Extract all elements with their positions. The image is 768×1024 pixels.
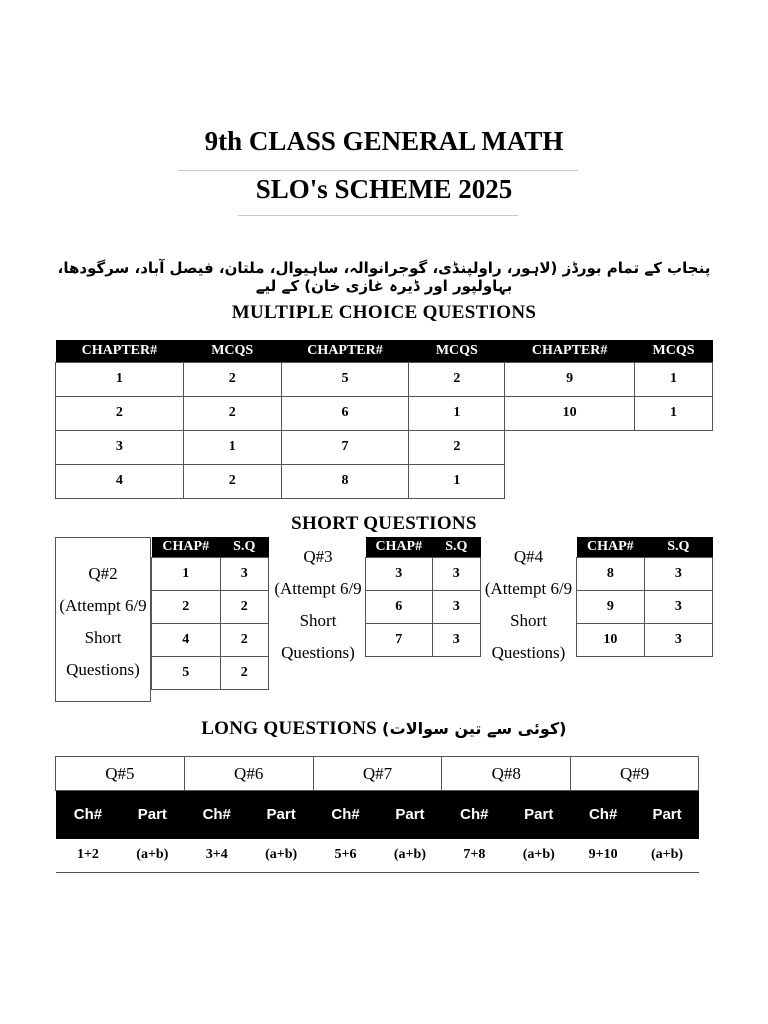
- table-row: [577, 623, 713, 656]
- table-row: [56, 430, 713, 464]
- q3-table: [365, 537, 481, 657]
- lq-question-label: Q#5: [56, 757, 185, 791]
- sq-header-row: [577, 537, 713, 557]
- mcq-col-chapter: CHAPTER#: [56, 340, 184, 362]
- mcq-chapter-cell: 7: [281, 430, 409, 464]
- sq-count-cell: 3: [432, 590, 480, 623]
- q3-label-cell: [271, 537, 365, 669]
- lq-col-part: Part: [636, 791, 699, 839]
- sq-chapter-cell: 4: [152, 623, 221, 656]
- q4-label: Q#4: [513, 547, 544, 566]
- mcq-chapter-cell: 8: [281, 464, 409, 498]
- page-subtitle: SLO's SCHEME 2025: [255, 174, 513, 204]
- sq-col-sq: S.Q: [644, 537, 712, 557]
- long-questions-table: [55, 756, 699, 873]
- sq-count-cell: 2: [220, 590, 268, 623]
- empty-cell: [505, 464, 635, 498]
- sq-chapter-cell: 3: [366, 557, 433, 590]
- lq-question-label: Q#9: [571, 757, 699, 791]
- q3-label: Q#3: [303, 547, 333, 566]
- sq-count-cell: 3: [644, 623, 712, 656]
- sq-chapter-cell: 5: [152, 656, 221, 689]
- table-row: [56, 839, 699, 873]
- sq-col-chap: CHAP#: [152, 537, 221, 557]
- table-row: [366, 557, 481, 590]
- mcq-count-cell: 2: [183, 464, 281, 498]
- lq-col-part: Part: [120, 791, 184, 839]
- mcq-col-chapter: CHAPTER#: [505, 340, 635, 362]
- mcq-col-mcqs: MCQS: [635, 340, 713, 362]
- sq-chapter-cell: 1: [152, 557, 221, 590]
- sq-count-cell: 3: [644, 557, 712, 590]
- table-row: [56, 396, 713, 430]
- mcq-chapter-cell: 6: [281, 396, 409, 430]
- mcq-count-cell: 2: [409, 430, 505, 464]
- sq-col-chap: CHAP#: [577, 537, 645, 557]
- q2-label-cell: [55, 537, 151, 702]
- q2-label: Q#2: [88, 564, 118, 583]
- table-row: [577, 557, 713, 590]
- lq-col-ch: Ch#: [313, 791, 378, 839]
- lq-question-row: [56, 757, 699, 791]
- sq-count-cell: 2: [220, 656, 268, 689]
- q3-note: (Attempt 6/9 Short Questions): [274, 579, 362, 662]
- sq-count-cell: 3: [220, 557, 268, 590]
- long-heading-en: LONG QUESTIONS: [201, 718, 377, 739]
- lq-header-row: [56, 791, 699, 839]
- lq-chapter-cell: 9+10: [571, 839, 636, 873]
- page-title: 9th CLASS GENERAL MATH: [204, 126, 564, 156]
- sq-col-sq: S.Q: [220, 537, 268, 557]
- mcq-col-mcqs: MCQS: [183, 340, 281, 362]
- urdu-boards-note: پنجاب کے تمام بورڈز (لاہور، راولپنڈی، گوجرانوالہ، ساہیوال، ملتان، فیصل آباد، سرگودھا، بہاولپور اور ڈیرہ غازی خان) کے لیے: [57, 259, 711, 295]
- long-heading-ur: (کوئی سے تین سوالات): [382, 719, 567, 738]
- title-divider: [178, 170, 578, 171]
- sq-chapter-cell: 10: [577, 623, 645, 656]
- mcq-chapter-cell: 10: [505, 396, 635, 430]
- lq-col-part: Part: [378, 791, 442, 839]
- mcq-chapter-cell: 9: [505, 362, 635, 396]
- sq-chapter-cell: 2: [152, 590, 221, 623]
- lq-question-label: Q#7: [313, 757, 442, 791]
- sq-count-cell: 3: [644, 590, 712, 623]
- mcq-count-cell: 1: [635, 396, 713, 430]
- q2-note: (Attempt 6/9 Short Questions): [59, 596, 147, 679]
- lq-chapter-cell: 1+2: [56, 839, 121, 873]
- mcq-count-cell: 2: [183, 362, 281, 396]
- lq-chapter-cell: 5+6: [313, 839, 378, 873]
- mcq-col-mcqs: MCQS: [409, 340, 505, 362]
- sq-chapter-cell: 7: [366, 623, 433, 656]
- sq-count-cell: 2: [220, 623, 268, 656]
- table-row: [366, 590, 481, 623]
- sq-count-cell: 3: [432, 557, 480, 590]
- q4-table: [576, 537, 713, 657]
- sq-count-cell: 3: [432, 623, 480, 656]
- table-row: [56, 464, 713, 498]
- mcq-chapter-cell: 4: [56, 464, 184, 498]
- sq-col-sq: S.Q: [432, 537, 480, 557]
- sq-header-row: [152, 537, 269, 557]
- sq-col-chap: CHAP#: [366, 537, 433, 557]
- table-row: [56, 362, 713, 396]
- mcq-count-cell: 2: [183, 396, 281, 430]
- lq-part-cell: (a+b): [120, 839, 184, 873]
- sq-chapter-cell: 6: [366, 590, 433, 623]
- sq-header-row: [366, 537, 481, 557]
- mcq-chapter-cell: 3: [56, 430, 184, 464]
- mcq-heading: MULTIPLE CHOICE QUESTIONS: [231, 302, 537, 323]
- mcq-count-cell: 1: [409, 464, 505, 498]
- empty-cell: [505, 430, 635, 464]
- table-row: [366, 623, 481, 656]
- table-row: [577, 590, 713, 623]
- q4-label-cell: [481, 537, 576, 669]
- lq-col-ch: Ch#: [571, 791, 636, 839]
- lq-part-cell: (a+b): [249, 839, 313, 873]
- empty-cell: [635, 464, 713, 498]
- lq-col-ch: Ch#: [442, 791, 507, 839]
- sq-chapter-cell: 9: [577, 590, 645, 623]
- short-questions-heading: SHORT QUESTIONS: [291, 513, 477, 534]
- lq-col-part: Part: [507, 791, 571, 839]
- mcq-header-row: [56, 340, 713, 362]
- mcq-chapter-cell: 5: [281, 362, 409, 396]
- mcq-count-cell: 2: [409, 362, 505, 396]
- lq-part-cell: (a+b): [636, 839, 699, 873]
- lq-col-ch: Ch#: [56, 791, 121, 839]
- lq-col-part: Part: [249, 791, 313, 839]
- mcq-count-cell: 1: [635, 362, 713, 396]
- sq-chapter-cell: 8: [577, 557, 645, 590]
- mcq-count-cell: 1: [183, 430, 281, 464]
- lq-chapter-cell: 3+4: [184, 839, 249, 873]
- mcq-table: [55, 340, 713, 499]
- table-row: [152, 590, 269, 623]
- q4-note: (Attempt 6/9 Short Questions): [484, 579, 573, 662]
- lq-col-ch: Ch#: [184, 791, 249, 839]
- subtitle-divider: [238, 215, 518, 216]
- long-questions-heading: [0, 718, 768, 740]
- lq-question-label: Q#6: [184, 757, 313, 791]
- q2-table: [151, 537, 269, 690]
- table-row: [152, 623, 269, 656]
- table-row: [152, 557, 269, 590]
- lq-part-cell: (a+b): [378, 839, 442, 873]
- lq-chapter-cell: 7+8: [442, 839, 507, 873]
- mcq-chapter-cell: 2: [56, 396, 184, 430]
- mcq-chapter-cell: 1: [56, 362, 184, 396]
- lq-question-label: Q#8: [442, 757, 571, 791]
- mcq-col-chapter: CHAPTER#: [281, 340, 409, 362]
- lq-part-cell: (a+b): [507, 839, 571, 873]
- empty-cell: [635, 430, 713, 464]
- mcq-count-cell: 1: [409, 396, 505, 430]
- table-row: [152, 656, 269, 689]
